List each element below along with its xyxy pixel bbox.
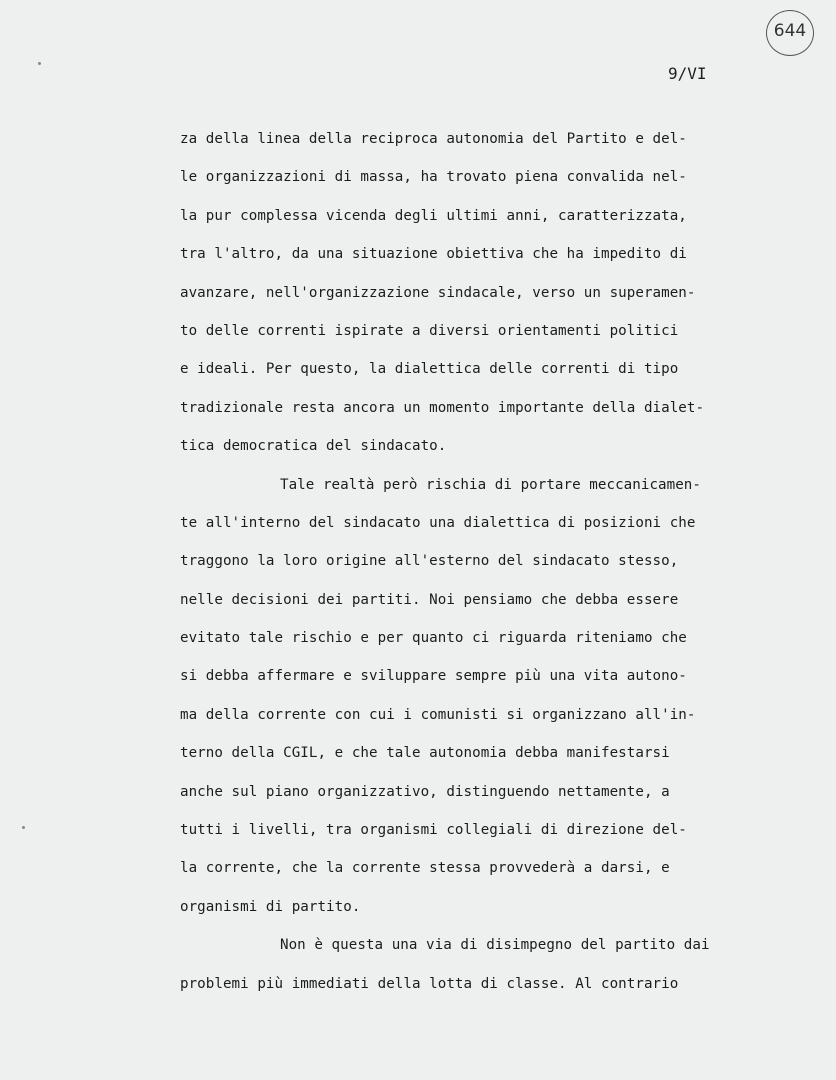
text-line: te all'interno del sindacato una dialettica di posizioni che — [180, 514, 696, 531]
text-line: avanzare, nell'organizzazione sindacale, verso un superamen- — [180, 284, 696, 301]
text-line: anche sul piano organizzativo, distinguendo nettamente, a — [180, 783, 670, 800]
text-line: e ideali. Per questo, la dialettica delle correnti di tipo — [180, 361, 679, 378]
text-line: ma della corrente con cui i comunisti si organizzano all'in- — [180, 706, 696, 723]
text-line: terno della CGIL, e che tale autonomia debba manifestarsi — [180, 745, 670, 762]
text-line: le organizzazioni di massa, ha trovato piena convalida nel- — [180, 169, 687, 186]
page-number: 9/VI — [668, 64, 707, 83]
text-line: evitato tale rischio e per quanto ci riguarda riteniamo che — [180, 630, 687, 647]
text-line: problemi più immediati della lotta di classe. Al contrario — [180, 975, 679, 992]
text-line: tradizionale resta ancora un momento importante della dialet- — [180, 399, 705, 416]
archive-stamp — [766, 10, 814, 56]
text-line: za della linea della reciproca autonomia del Partito e del- — [180, 131, 687, 147]
archive-stamp-number: 644 — [773, 21, 807, 41]
text-line: tra l'altro, da una situazione obiettiva che ha impedito di — [180, 246, 687, 263]
text-line: Non è questa una via di disimpegno del partito dai — [280, 937, 710, 954]
paper-speck — [38, 62, 41, 65]
text-line: si debba affermare e sviluppare sempre più una vita autono- — [180, 668, 687, 685]
text-line: Tale realtà però rischia di portare meccanicamen- — [280, 476, 701, 493]
text-line: to delle correnti ispirate a diversi orientamenti politici — [180, 322, 679, 339]
text-line: nelle decisioni dei partiti. Noi pensiamo che debba essere — [180, 591, 679, 608]
text-line: tica democratica del sindacato. — [180, 438, 447, 455]
paper-speck — [22, 826, 25, 829]
text-line: organismi di partito. — [180, 898, 361, 915]
text-line: la pur complessa vicenda degli ultimi anni, caratterizzata, — [180, 207, 687, 224]
typewritten-body — [180, 120, 800, 1003]
text-line: la corrente, che la corrente stessa provvederà a darsi, e — [180, 860, 670, 877]
text-line: tutti i livelli, tra organismi collegiali di direzione del- — [180, 822, 687, 839]
text-line: traggono la loro origine all'esterno del sindacato stesso, — [180, 553, 679, 570]
